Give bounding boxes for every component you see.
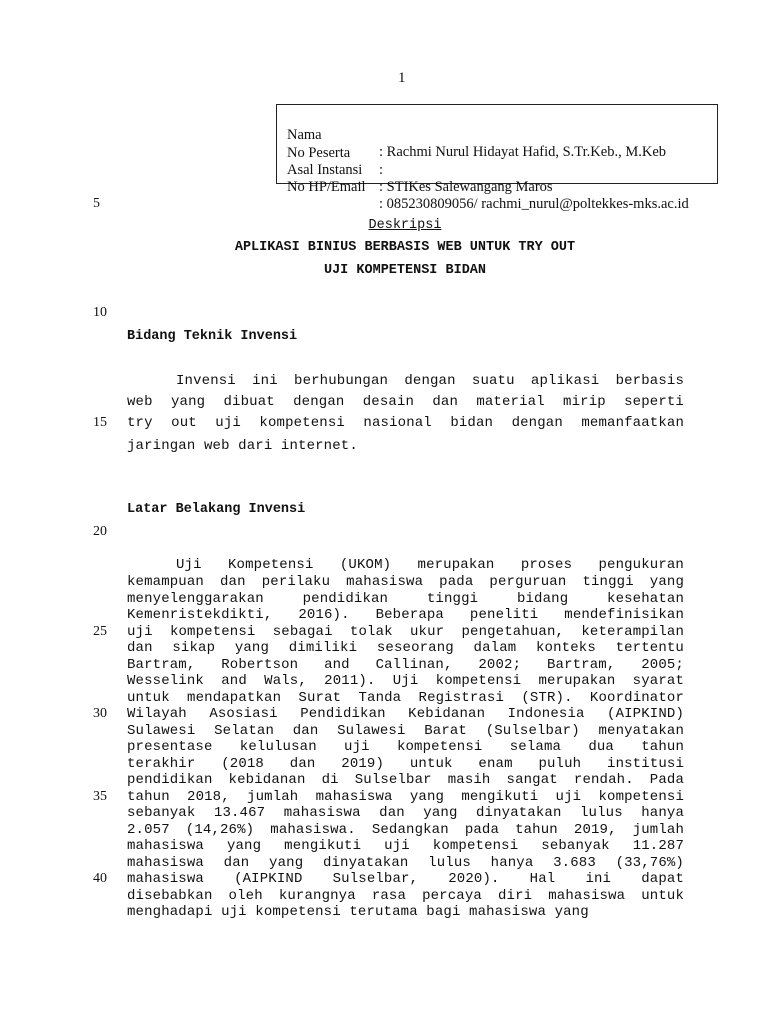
body-line: Uji Kompetensi (UKOM) merupakan proses pengukuran (176, 557, 684, 573)
body-line: jaringan web dari internet. (127, 438, 358, 454)
body-line: Wilayah Asosiasi Pendidikan Kebidanan Indonesia (AIPKIND) (127, 706, 684, 722)
body-line: Wesselink and Wals, 2011). Uji kompetensi merupakan syarat (127, 673, 684, 689)
author-info-box (276, 104, 718, 212)
body-line: mahasiswa yang mengikuti uji kompetensi sebanyak 11.287 (127, 838, 684, 854)
body-line: terakhir (2018 dan 2019) untuk enam puluh institusi (127, 756, 684, 772)
body-line: Bartram, Robertson and Callinan, 2002; Bartram, 2005; (127, 657, 684, 673)
line-number: 25 (93, 624, 107, 639)
body-line: Invensi ini berhubungan dengan suatu aplikasi berbasis (176, 373, 684, 389)
info-label: No Peserta (287, 145, 351, 161)
line-number: 20 (93, 524, 107, 539)
body-line: disebabkan oleh kurangnya rasa percaya diri mahasiswa untuk (127, 888, 684, 904)
body-line: Sulawesi Selatan dan Sulawesi Barat (Sulselbar) menyatakan (127, 723, 684, 739)
line-number: 15 (93, 415, 107, 430)
body-line: tahun 2018, jumlah mahasiswa yang mengikuti uji kompetensi (127, 789, 684, 805)
body-line: web yang dibuat dengan desain dan material mirip seperti (127, 394, 684, 410)
page-number: 1 (398, 70, 406, 86)
info-value: : STIKes Salewangang Maros (379, 179, 553, 195)
document-title-line-2: UJI KOMPETENSI BIDAN (323, 263, 487, 278)
body-line: presentase kelulusan uji kompetensi selama dua tahun (127, 739, 684, 755)
body-line: dan sikap yang dimiliki seseorang dalam konteks tertentu (127, 640, 684, 656)
line-number: 30 (93, 706, 107, 721)
body-line: menghadapi uji kompetensi terutama bagi mahasiswa yang (127, 904, 589, 920)
body-line: uji kompetensi sebagai tolak ukur pengetahuan, keterampilan (127, 624, 684, 640)
line-number: 10 (93, 305, 107, 320)
info-label: Nama (287, 127, 322, 143)
info-value: : Rachmi Nurul Hidayat Hafid, S.Tr.Keb., M.Keb (379, 144, 667, 160)
line-number: 5 (93, 196, 100, 211)
line-number: 40 (93, 871, 107, 886)
body-line: 2.057 (14,26%) mahasiswa. Sedangkan pada tahun 2019, jumlah (127, 822, 684, 838)
body-line: Kemenristekdikti, 2016). Beberapa peneliti mendefinisikan (127, 607, 684, 623)
line-number: 35 (93, 789, 107, 804)
body-line: mahasiswa (AIPKIND Sulselbar, 2020). Hal ini dapat (127, 871, 684, 887)
info-value: : (379, 162, 384, 178)
info-label: No HP/Email (287, 179, 366, 195)
body-line: mahasiswa dan yang dinyatakan lulus hanya 3.683 (33,76%) (127, 855, 684, 871)
body-line: kemampuan dan perilaku mahasiswa pada perguruan tinggi yang (127, 574, 684, 590)
description-label: Deskripsi (368, 218, 442, 233)
section-heading-background: Latar Belakang Invensi (127, 502, 306, 517)
body-line: try out uji kompetensi nasional bidan dengan memanfaatkan (127, 415, 684, 431)
body-line: sebanyak 13.467 mahasiswa dan yang dinyatakan lulus hanya (127, 805, 684, 821)
info-label: Asal Instansi (287, 162, 363, 178)
section-heading-technical-field: Bidang Teknik Invensi (127, 329, 298, 344)
body-line: untuk mendapatkan Surat Tanda Registrasi (STR). Koordinator (127, 690, 684, 706)
body-line: pendidikan kebidanan di Sulselbar masih sangat rendah. Pada (127, 772, 684, 788)
info-value: : 085230809056/ rachmi_nurul@poltekkes-mks.ac.id (379, 196, 689, 212)
body-line: menyelenggarakan pendidikan tinggi bidang kesehatan (127, 591, 684, 607)
document-title-line-1: APLIKASI BINIUS BERBASIS WEB UNTUK TRY OUT (234, 240, 576, 255)
